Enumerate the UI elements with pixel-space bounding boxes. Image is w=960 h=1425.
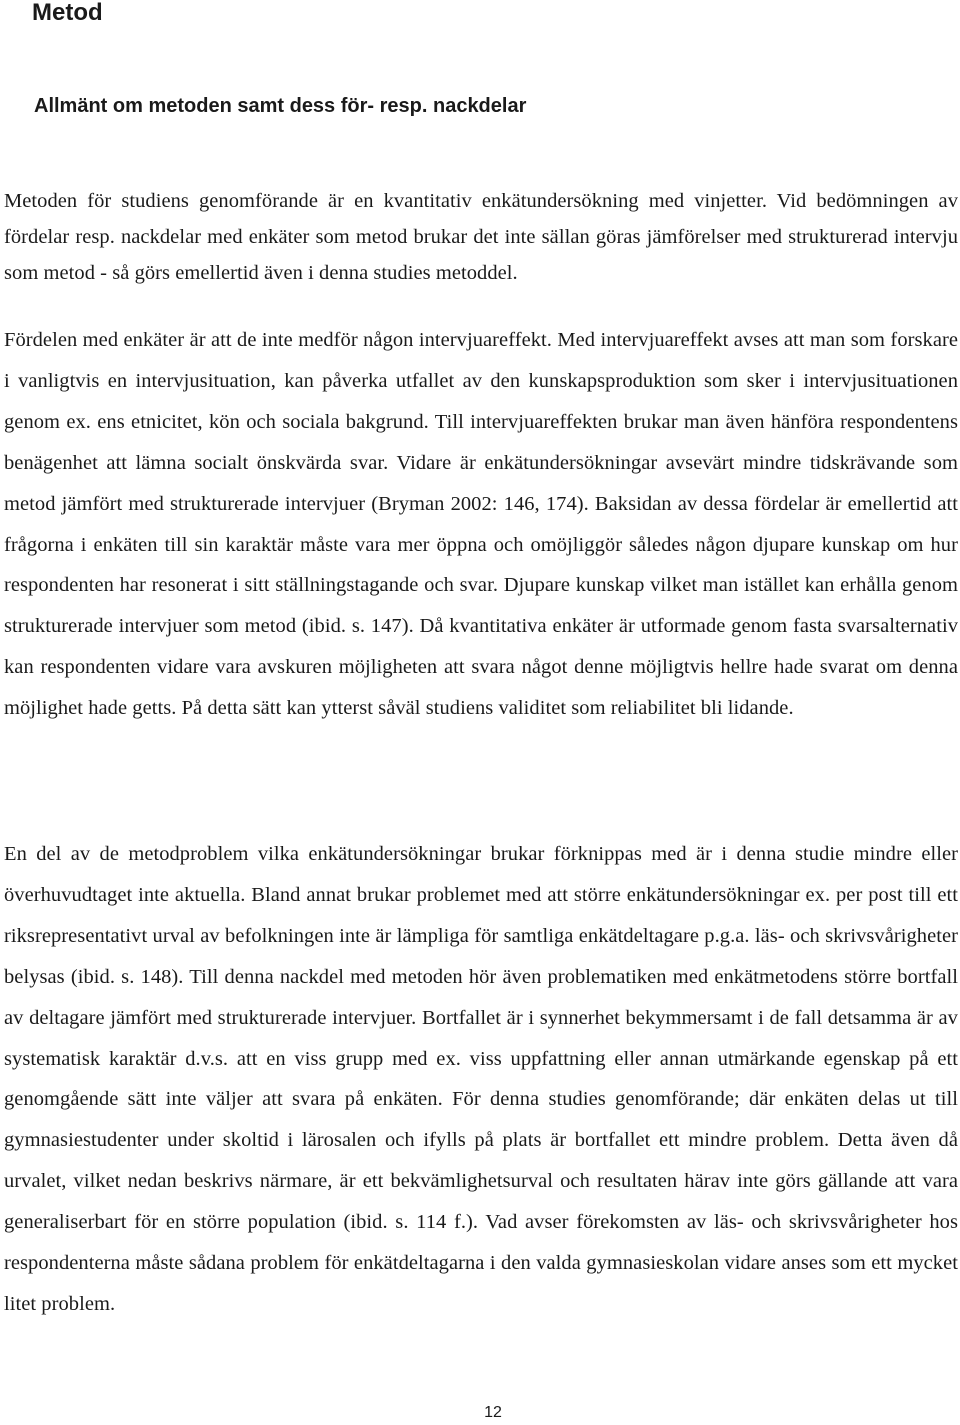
page-number: 12: [484, 1404, 502, 1421]
paragraph-method-intro: Metoden för studiens genomförande är en kvantitativ enkätundersökning med vinjetter. Vid bedömningen av fördelar resp. nackdelar med enkäter som metod brukar det inte sällan göras jämförelser med strukturerad intervju som metod - så görs emellertid även i denna studies metoddel.: [4, 190, 958, 284]
subsection-heading: Allmänt om metoden samt dess för- resp. nackdelar: [34, 95, 527, 117]
section-heading: Metod: [32, 0, 103, 26]
paragraph-advantages: Fördelen med enkäter är att de inte medför någon intervjuareffekt. Med intervjuareffekt avses att man som forskare i vanligtvis en intervjusituation, kan påverka utfallet av den kunskapsproduktion som sker i intervjusituationen genom ex. ens etnicitet, kön och sociala bakgrund. Till intervjuareffekten brukar man även hänföra respondentens benägenhet att lämna socialt önskvärda svar. Vidare är enkätundersökningar avsevärt mindre tidskrävande som metod jämfört med strukturerade intervjuer (Bryman 2002: 146, 174). Baksidan av dessa fördelar är emellertid att frågorna i enkäten till sin karaktär måste vara mer öppna och omöjliggör således någon djupare kunskap om hur respondenten har resonerat i sitt ställningstagande och svar. Djupare kunskap vilket man istället kan erhålla genom strukturerade intervjuer som metod (ibid. s. 147). Då kvantitativa enkäter är utformade genom fasta svarsalternativ kan respondenten vidare vara avskuren möjligheten att svara något denne möjligtvis hellre hade svarat om denna möjlighet hade getts. På detta sätt kan ytterst såväl studiens validitet som reliabilitet bli lidande.: [4, 329, 958, 720]
paragraph-method-problems: En del av de metodproblem vilka enkätundersökningar brukar förknippas med är i denna studie mindre eller överhuvudtaget inte aktuella. Bland annat brukar problemet med att större enkätundersökningar ex. per post till ett riksrepresentativt urval av befolkningen inte är lämpliga för samtliga enkätdeltagare p.g.a. läs- och skrivsvårigheter belysas (ibid. s. 148). Till denna nackdel med metoden hör även problematiken med enkätmetodens större bortfall av deltagare jämfört med strukturerade intervjuer. Bortfallet är i synnerhet bekymmersamt i de fall detsamma är av systematisk karaktär d.v.s. att en viss grupp med ex. viss uppfattning eller annan utmärkande egenskap på ett genomgående sätt inte väljer att svara på enkäten. För denna studies genomförande; där enkäten delas ut till gymnasiestudenter under skoltid i lärosalen och ifylls på plats är bortfallet ett mindre problem. Detta även då urvalet, vilket nedan beskrivs närmare, är ett bekvämlighetsurval och resultaten härav inte görs gällande att vara generaliserbart för en större population (ibid. s. 114 f.). Vad avser förekomsten av läs- och skrivsvårigheter hos respondenterna måste sådana problem för enkätdeltagarna i den valda gymnasieskolan vidare anses som ett mycket litet problem.: [4, 843, 958, 1315]
